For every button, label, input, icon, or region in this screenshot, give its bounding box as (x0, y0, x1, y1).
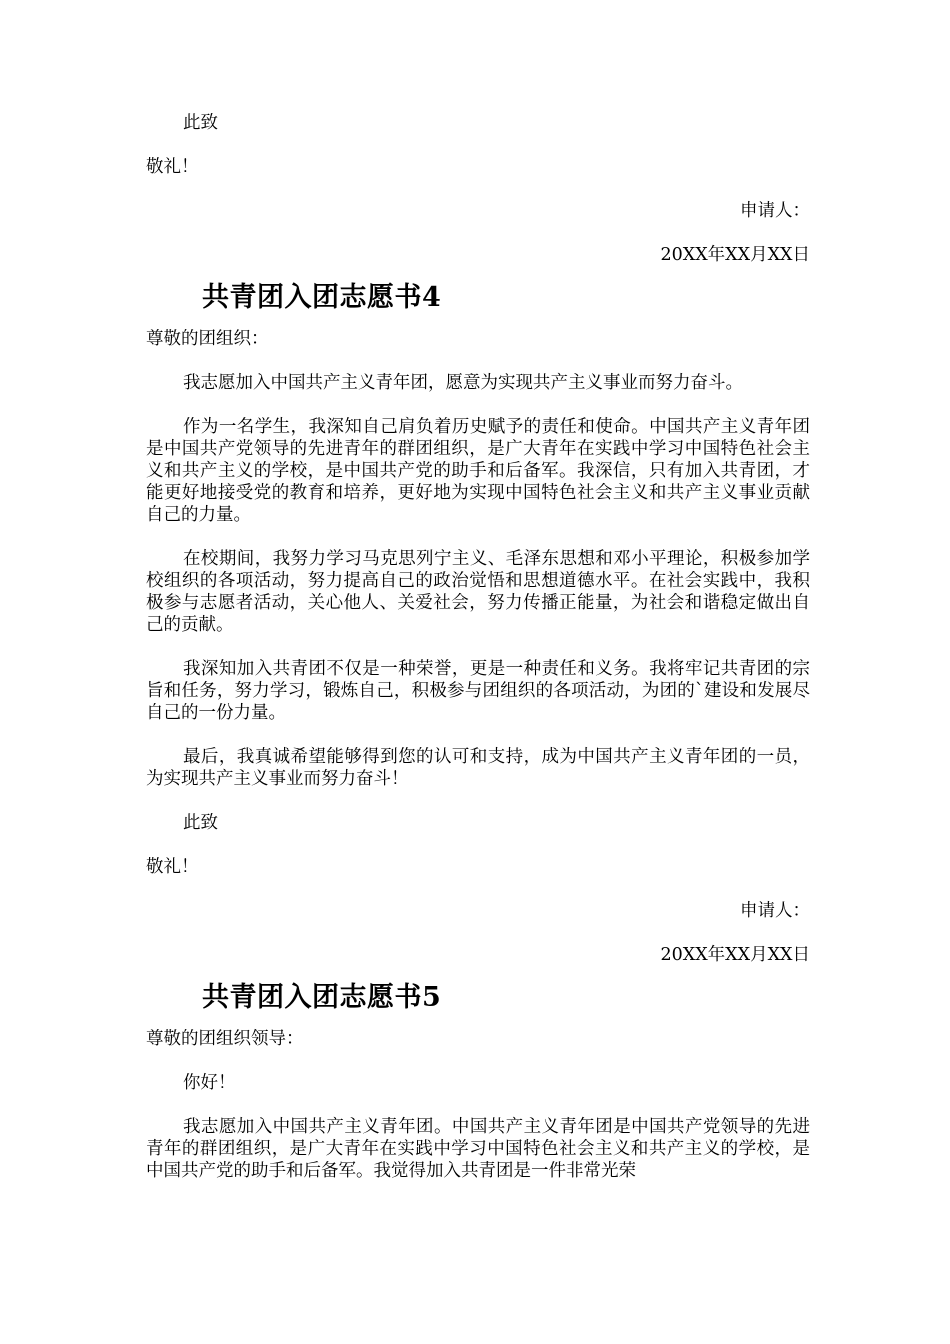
letter3-salute: 此致 (183, 113, 218, 133)
letter4-date: 20XX年XX月XX日 (660, 945, 810, 965)
letter3-date: 20XX年XX月XX日 (660, 245, 810, 265)
letter4-paragraph: 作为一名学生，我深知自己肩负着历史赋予的责任和使命。中国共产主义青年团是中国共产党领导的先进青年的群团组织，是广大青年在实践中学习中国特色社会主义和共产主义的学校，是中国共产党的助手和后备军。我深信，只有加入共青团，才能更好地接受党的教育和培养，更好地为实现中国特色社会主义和共产主义事业贡献自己的力量。 (146, 417, 810, 525)
letter4-regards: 敬礼！ (146, 857, 199, 877)
letter4-greeting: 尊敬的团组织： (146, 329, 269, 349)
document-page (146, 112, 810, 1182)
letter4-paragraph: 我志愿加入中国共产主义青年团，愿意为实现共产主义事业而努力奋斗。 (183, 373, 743, 393)
letter4-applicant: 申请人： (740, 901, 810, 921)
letter5-hello: 你好！ (183, 1073, 236, 1093)
letter4-salute: 此致 (183, 813, 218, 833)
letter5-greeting: 尊敬的团组织领导： (146, 1029, 304, 1049)
letter5-title: 共青团入团志愿书5 (202, 982, 442, 1013)
letter4-paragraph: 我深知加入共青团不仅是一种荣誉，更是一种责任和义务。我将牢记共青团的宗旨和任务，努力学习，锻炼自己，积极参与团组织的各项活动，为团的`建设和发展尽自己的一份力量。 (146, 659, 810, 723)
letter4-paragraph: 在校期间，我努力学习马克思列宁主义、毛泽东思想和邓小平理论，积极参加学校组织的各项活动，努力提高自己的政治觉悟和思想道德水平。在社会实践中，我积极参与志愿者活动，关心他人、关爱社会，努力传播正能量，为社会和谐稳定做出自己的贡献。 (146, 549, 810, 635)
letter3-regards: 敬礼！ (146, 157, 199, 177)
letter5-paragraph: 我志愿加入中国共产主义青年团。中国共产主义青年团是中国共产党领导的先进青年的群团组织，是广大青年在实践中学习中国特色社会主义和共产主义的学校，是中国共产党的助手和后备军。我觉得加入共青团是一件非常光荣 (146, 1117, 810, 1181)
letter4-paragraph: 最后，我真诚希望能够得到您的认可和支持，成为中国共产主义青年团的一员，为实现共产主义事业而努力奋斗！ (146, 747, 810, 789)
letter4-title: 共青团入团志愿书4 (202, 282, 442, 313)
letter3-applicant: 申请人： (740, 201, 810, 221)
